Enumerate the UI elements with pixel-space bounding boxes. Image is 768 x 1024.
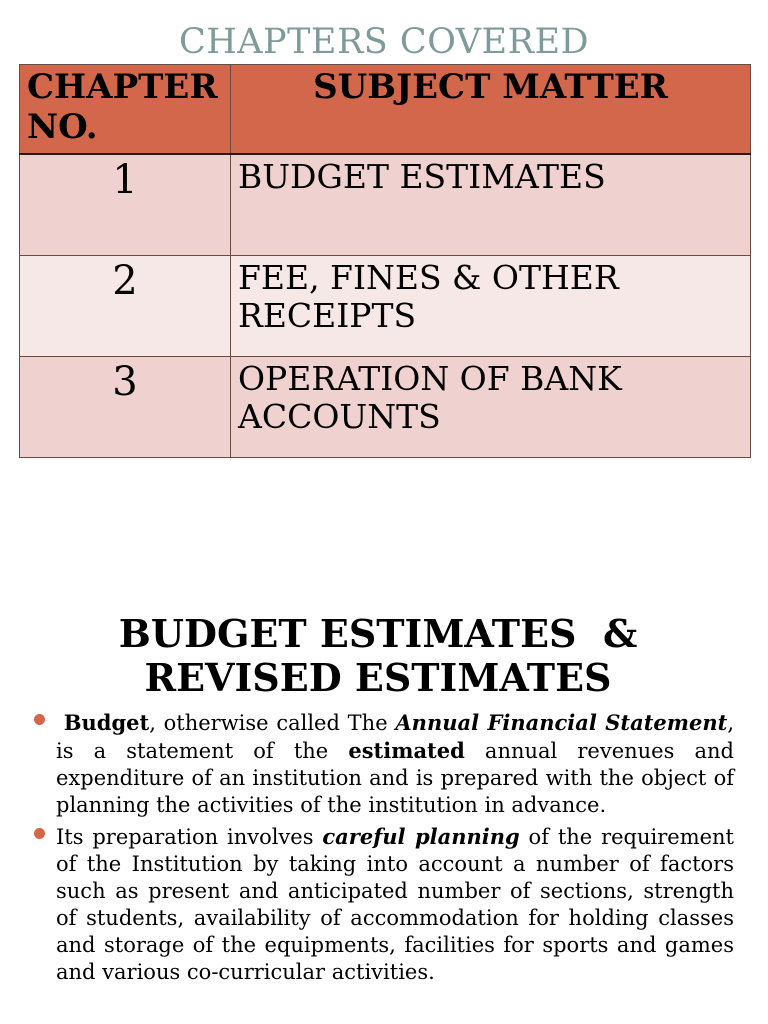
table-row (20, 256, 751, 357)
bold-italic-term: Annual Financial Statement (395, 710, 728, 735)
chapter-subject: OPERATION OF BANK ACCOUNTS (231, 357, 751, 458)
table-row (20, 154, 751, 256)
bold-term-budget: Budget (63, 710, 150, 735)
bullet-dot-icon (34, 714, 45, 725)
chapter-number: 3 (20, 357, 231, 458)
bold-term-estimated: estimated (348, 738, 465, 763)
title-line-2: REVISED ESTIMATES (144, 655, 612, 700)
bold-italic-term: careful planning (322, 824, 520, 849)
bullet-text: of the requirement of the Institution by taking into account a number of factors such as present and anticipated number of sections, strength of students, availability of accommodation for holding classes and storage of the equipments, facilities for sports and games and various co-curricular activities. (56, 825, 734, 984)
bullet-item-preparation (34, 823, 734, 986)
chapter-subject: FEE, FINES & OTHER RECEIPTS (231, 256, 751, 357)
table-header-row (20, 65, 751, 155)
header-chapter-no: CHAPTER NO. (20, 65, 231, 155)
bullet-text: , is a statement of the (56, 711, 734, 763)
bullet-item-budget (34, 709, 734, 819)
chapter-number: 2 (20, 256, 231, 357)
chapters-covered-title: CHAPTERS COVERED (178, 22, 590, 62)
chapter-subject: BUDGET ESTIMATES (231, 154, 751, 256)
table-row (20, 357, 751, 458)
chapters-table (19, 64, 751, 458)
budget-estimates-title (0, 612, 756, 700)
bullet-dot-icon (34, 828, 45, 839)
chapter-number: 1 (20, 154, 231, 256)
bullet-text: annual revenues and expenditure of an institution and is prepared with the object of planning the activities of the institution in advance. (56, 739, 735, 817)
bullet-text: Its preparation involves (56, 825, 323, 849)
bullet-list (34, 709, 734, 990)
header-subject-matter: SUBJECT MATTER (231, 65, 751, 155)
title-line-1: BUDGET ESTIMATES & (118, 611, 638, 656)
bullet-text: , otherwise called The (149, 711, 396, 735)
